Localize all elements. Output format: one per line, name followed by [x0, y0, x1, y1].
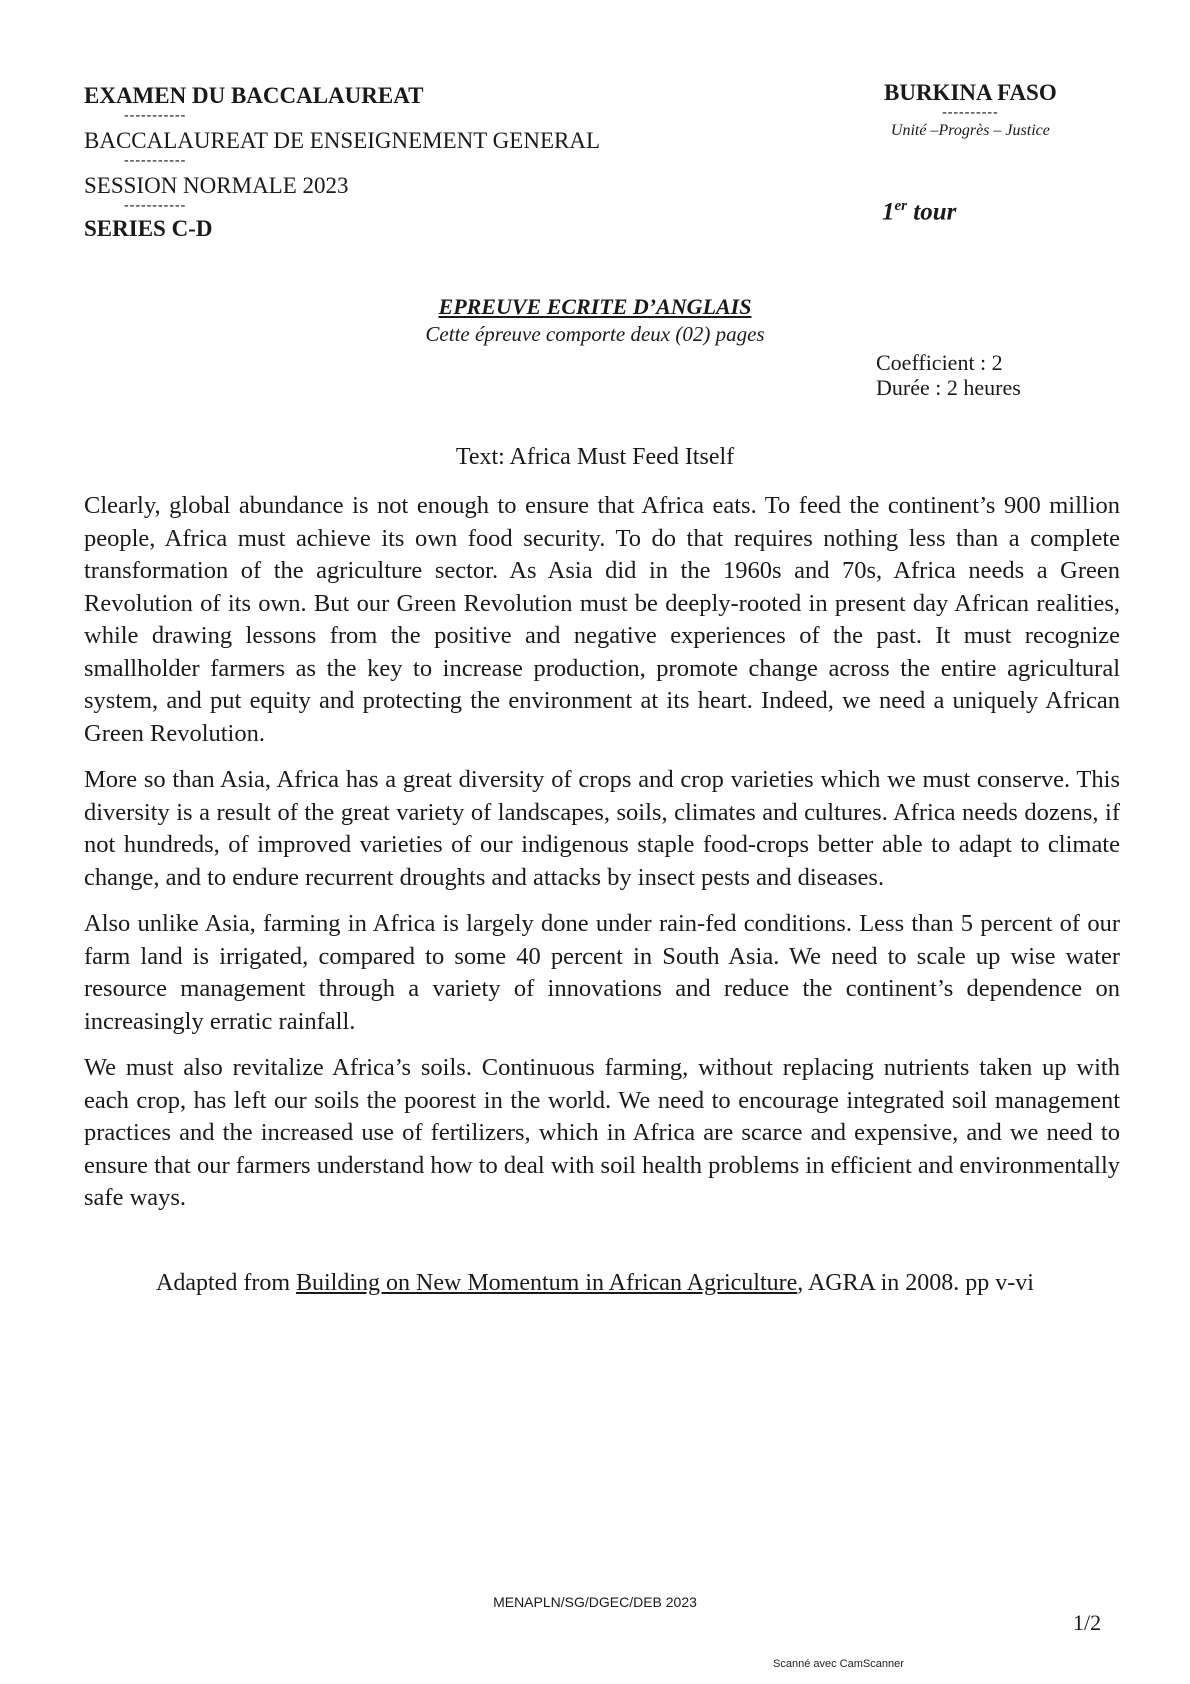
- source-citation: [0, 1270, 1190, 1297]
- header-right: [884, 80, 1057, 140]
- exam-subtitle: Cette épreuve comporte deux (02) pages: [425, 322, 765, 346]
- series: SERIES C-D: [84, 216, 213, 241]
- text-title: Text: Africa Must Feed Itself: [455, 444, 735, 470]
- exam-title: EPREUVE ECRITE D’ANGLAIS: [438, 294, 752, 319]
- paragraph: We must also revitalize Africa’s soils. Continuous farming, without replacing nutrients taken up with each crop, has left our soils the poorest in the world. We need to encourage integrated soil management practices and the increased use of fertilizers, which in Africa are scarce and expensive, and we need to ensure that our farmers understand how to deal with soil health problems in efficient and environmentally safe ways.: [84, 1054, 1120, 1211]
- page-number: 1/2: [1073, 1610, 1102, 1635]
- coefficient: Coefficient : 2: [876, 350, 1003, 375]
- country-name: BURKINA FASO: [884, 80, 1057, 105]
- round-suffix: er: [894, 198, 907, 214]
- bac-type: BACCALAUREAT DE ENSEIGNEMENT GENERAL: [84, 128, 600, 153]
- paragraph: Clearly, global abundance is not enough to ensure that Africa eats. To feed the continent’s 900 million people, Africa must achieve its own food security. To do that requires nothing less than a complete transformation of the agriculture sector. As Asia did in the 1960s and 70s, Africa needs a Green Revolution of its own. But our Green Revolution must be deeply-rooted in present day African realities, while drawing lessons from the positive and negative experiences of the past. It must recognize smallholder farmers as the key to increase production, promote change across the entire agricultural system, and put equity and protecting the environment at its heart. Indeed, we need a uniquely African Green Revolution.: [84, 492, 1120, 747]
- source-suffix: , AGRA in 2008. pp v-vi: [797, 1270, 1034, 1296]
- session: SESSION NORMALE 2023: [84, 173, 349, 198]
- country-motto: Unité –Progrès – Justice: [890, 122, 1050, 139]
- source-book-title: Building on New Momentum in African Agriculture: [296, 1270, 798, 1296]
- header-left: [84, 84, 600, 240]
- coefficient-block: [876, 350, 1021, 400]
- divider: -----------: [124, 108, 187, 123]
- round-word: tour: [913, 198, 957, 226]
- round-number: 1: [882, 198, 895, 226]
- duration: Durée : 2 heures: [876, 375, 1021, 400]
- footer-code: MENAPLN/SG/DGEC/DEB 2023: [493, 1594, 697, 1610]
- divider: -----------: [124, 153, 187, 168]
- divider: -----------: [124, 198, 187, 213]
- paragraph: More so than Asia, Africa has a great diversity of crops and crop varieties which we must conserve. This diversity is a result of the great variety of landscapes, soils, climates and cultures. Africa needs dozens, if not hundreds, of improved varieties of our indigenous staple food-crops better able to adapt to climate change, and to endure recurrent droughts and attacks by insect pests and diseases.: [84, 766, 1120, 891]
- scanner-watermark: Scanné avec CamScanner: [773, 1658, 904, 1670]
- divider: ----------: [942, 105, 999, 120]
- exam-heading: EXAMEN DU BACCALAUREAT: [84, 83, 424, 108]
- source-prefix: Adapted from: [156, 1270, 296, 1296]
- exam-round: [882, 198, 956, 226]
- exam-title-block: [0, 294, 1190, 347]
- text-body: [84, 490, 1120, 1229]
- paragraph: Also unlike Asia, farming in Africa is largely done under rain-fed conditions. Less than 5 percent of our farm land is irrigated, compared to some 40 percent in South Asia. We need to scale up wise water resource management through a variety of innovations and reduce the continent’s dependence on increasingly erratic rainfall.: [84, 910, 1120, 1035]
